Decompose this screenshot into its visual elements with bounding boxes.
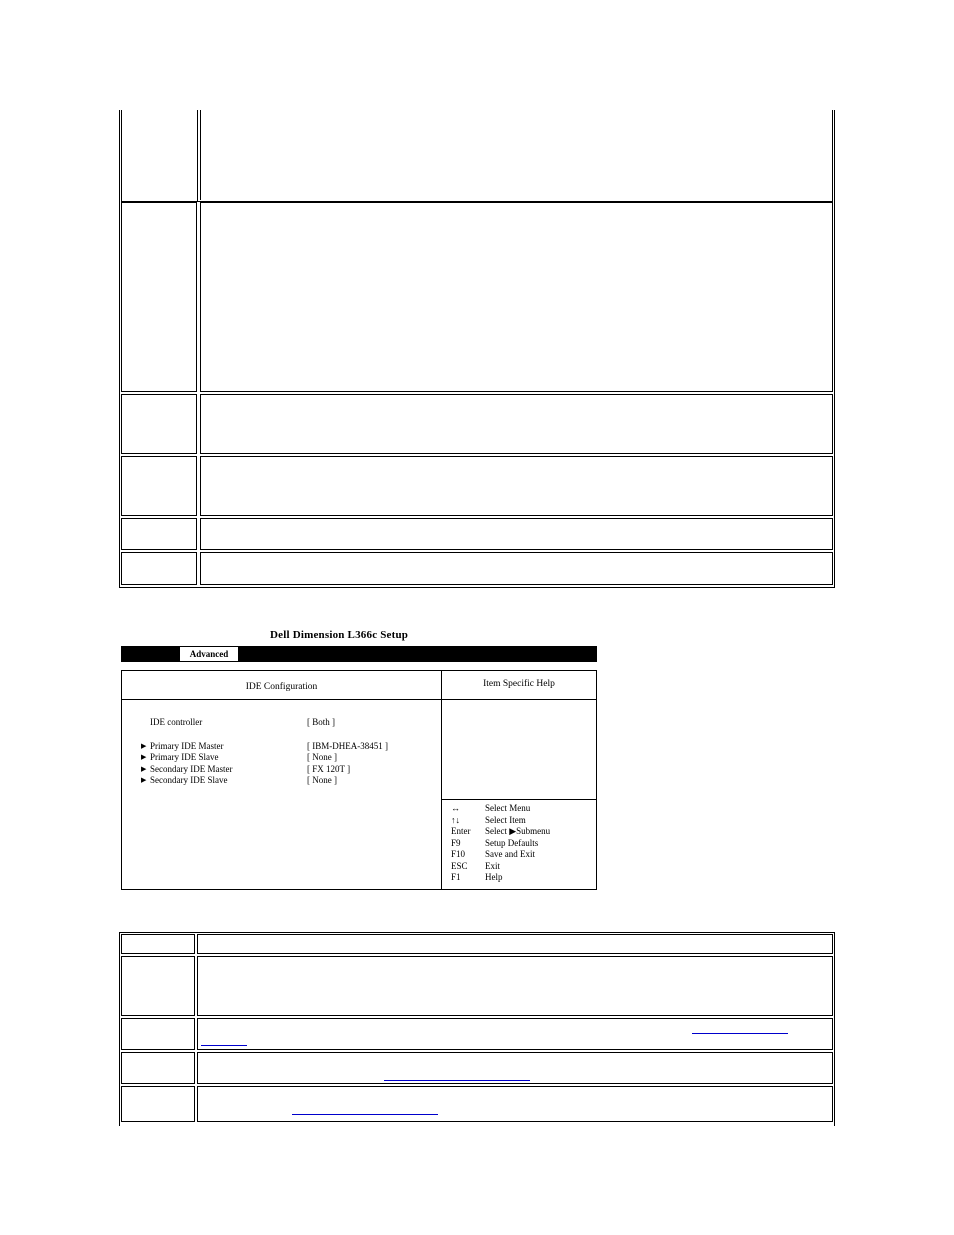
top-table-row-1-divider bbox=[197, 110, 198, 202]
hyperlink[interactable] bbox=[292, 1114, 438, 1115]
submenu-arrow-icon: ▶ bbox=[141, 765, 147, 773]
key-action: Save and Exit bbox=[485, 849, 535, 859]
setting-label: Primary IDE Slave bbox=[150, 752, 219, 762]
top-table-row-2-label bbox=[121, 202, 197, 392]
key-action: Select Item bbox=[485, 814, 526, 825]
key-legend-row bbox=[451, 838, 591, 850]
key-action: Exit bbox=[485, 860, 500, 871]
setting-value: [ IBM-DHEA-38451 ] bbox=[307, 741, 388, 751]
key-legend-row bbox=[451, 861, 591, 873]
key-action: Help bbox=[485, 872, 503, 882]
key-legend-row bbox=[451, 803, 591, 815]
tab-advanced[interactable]: Advanced bbox=[179, 646, 239, 662]
bottom-table-header-desc bbox=[197, 934, 833, 954]
bottom-table-row-2-label bbox=[121, 1018, 195, 1050]
key-legend-row bbox=[451, 826, 591, 838]
key-action: Select ▶Submenu bbox=[485, 826, 551, 836]
help-panel-keys-divider bbox=[441, 799, 597, 800]
key-legend-row bbox=[451, 849, 591, 861]
bottom-table-row-1-desc bbox=[197, 956, 833, 1016]
submenu-arrow-icon: ▶ bbox=[141, 776, 147, 784]
top-table-row-4-label bbox=[121, 456, 197, 516]
setting-value: [ None ] bbox=[307, 775, 337, 785]
setting-row-primary-ide-slave[interactable] bbox=[141, 752, 421, 764]
hyperlink[interactable] bbox=[692, 1033, 788, 1034]
bottom-table-row-3-label bbox=[121, 1052, 195, 1084]
key-legend bbox=[451, 803, 591, 884]
top-table-row-5-desc bbox=[200, 518, 833, 550]
key-up-down-icon: ↑↓ bbox=[451, 814, 460, 825]
key-esc: ESC bbox=[451, 860, 468, 871]
top-table-row-1 bbox=[121, 110, 833, 202]
setting-value: [ FX 120T ] bbox=[307, 764, 351, 774]
key-left-right-icon: ↔ bbox=[451, 803, 460, 813]
submenu-arrow-icon: ▶ bbox=[141, 742, 147, 750]
submenu-arrow-icon: ▶ bbox=[141, 753, 147, 761]
bottom-table-row-2-desc bbox=[197, 1018, 833, 1050]
top-table-row-6-label bbox=[121, 552, 197, 585]
top-table-row-3-label bbox=[121, 394, 197, 454]
key-legend-row bbox=[451, 872, 591, 884]
setting-label: Secondary IDE Master bbox=[150, 764, 233, 774]
top-table-row-3-desc bbox=[200, 394, 833, 454]
bottom-table-header-label bbox=[121, 934, 195, 954]
help-panel-header: Item Specific Help bbox=[483, 679, 555, 689]
key-action: Select Menu bbox=[485, 803, 531, 813]
bottom-table-row-4-desc bbox=[197, 1086, 833, 1122]
top-table-row-5-label bbox=[121, 518, 197, 550]
key-enter: Enter bbox=[451, 826, 471, 836]
setting-label: Secondary IDE Slave bbox=[150, 775, 228, 785]
setup-title: Dell Dimension L366c Setup bbox=[270, 629, 409, 641]
top-table-row-2-desc bbox=[200, 202, 833, 392]
key-f9: F9 bbox=[451, 837, 461, 848]
hyperlink[interactable] bbox=[384, 1080, 530, 1081]
key-f1: F1 bbox=[451, 872, 461, 882]
setting-value: [ None ] bbox=[307, 752, 337, 762]
top-table-row-6-desc bbox=[200, 552, 833, 585]
setting-row-ide-controller[interactable] bbox=[141, 717, 421, 729]
key-action: Setup Defaults bbox=[485, 837, 539, 848]
setting-value: [ Both ] bbox=[307, 717, 335, 727]
key-f10: F10 bbox=[451, 849, 466, 859]
setting-label: Primary IDE Master bbox=[150, 741, 224, 751]
hyperlink-continued[interactable] bbox=[201, 1045, 247, 1046]
bottom-table-row-4-label bbox=[121, 1086, 195, 1122]
bottom-table-row-1-label bbox=[121, 956, 195, 1016]
help-panel-header-divider bbox=[441, 699, 597, 700]
key-legend-row bbox=[451, 815, 591, 827]
setting-row-secondary-ide-slave[interactable] bbox=[141, 775, 421, 787]
top-table-row-4-desc bbox=[200, 456, 833, 516]
main-panel-header-divider bbox=[121, 699, 442, 700]
main-panel-header: IDE Configuration bbox=[245, 682, 318, 692]
setting-label: IDE controller bbox=[150, 717, 203, 727]
top-table-row-1-divider-2 bbox=[200, 110, 201, 200]
